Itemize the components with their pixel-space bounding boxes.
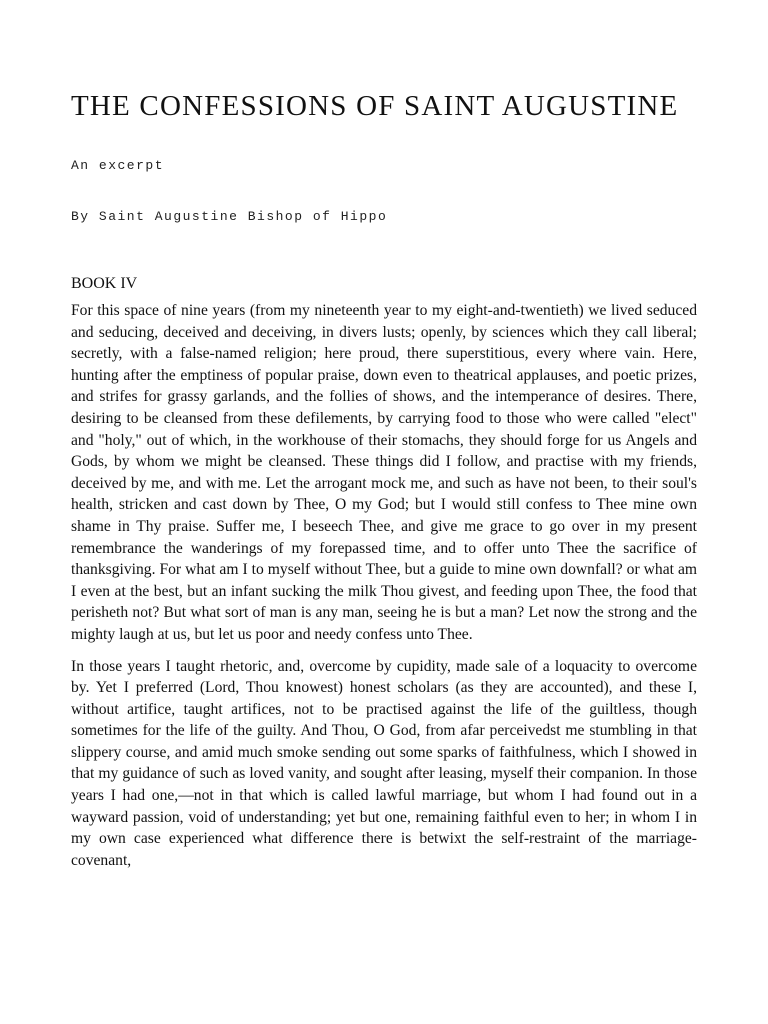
document-subtitle: An excerpt <box>71 158 165 173</box>
author-line: By Saint Augustine Bishop of Hippo <box>71 209 388 224</box>
paragraph: For this space of nine years (from my nineteenth year to my eight-and-twentieth) we lived seduced and seducing, deceived and deceiving, in divers lusts; openly, by sciences which they call liberal; secretly, with a false-named religion; here proud, there superstitious, every where vain. Here, hunting after the emptiness of popular praise, down even to theatrical applauses, and poetic prizes, and strifes for grassy garlands, and the follies of shows, and the intemperance of desires. There, desiring to be cleansed from these defilements, by carrying food to those who were called "elect" and "holy," out of which, in the workhouse of their stomachs, they should forge for us Angels and Gods, by whom we might be cleansed. These things did I follow, and practise with my friends, deceived by me, and with me. Let the arrogant mock me, and such as have not been, to their soul's health, stricken and cast down by Thee, O my God; but I would still confess to Thee mine own shame in Thy praise. Suffer me, I beseech Thee, and give me grace to go over in my present remembrance the wanderings of my forepassed time, and to offer unto Thee the sacrifice of thanksgiving. For what am I to myself without Thee, but a guide to mine own downfall? or what am I even at the best, but an infant sucking the milk Thou givest, and feeding upon Thee, the food that perisheth not? But what sort of man is any man, seeing he is but a man? Let now the strong and the mighty laugh at us, but let us poor and needy confess unto Thee. <box>71 302 697 643</box>
document-title: THE CONFESSIONS OF SAINT AUGUSTINE <box>71 90 679 122</box>
document-page <box>71 88 697 871</box>
paragraph: In those years I taught rhetoric, and, overcome by cupidity, made sale of a loquacity to overcome by. Yet I preferred (Lord, Thou knowest) honest scholars (as they are accounted), and these I, without artifice, taught artifices, not to be practised against the life of the guiltless, though sometimes for the life of the guilty. And Thou, O God, from afar perceivedst me stumbling in that slippery course, and amid much smoke sending out some sparks of faithfulness, which I showed in that my guidance of such as loved vanity, and sought after leasing, myself their companion. In those years I had one,—not in that which is called lawful marriage, but whom I had found out in a wayward passion, void of understanding; yet but one, remaining faithful even to her; in whom I in my own case experienced what difference there is betwixt the self-restraint of the marriage-covenant, <box>71 657 697 869</box>
book-heading: BOOK IV <box>71 275 138 292</box>
